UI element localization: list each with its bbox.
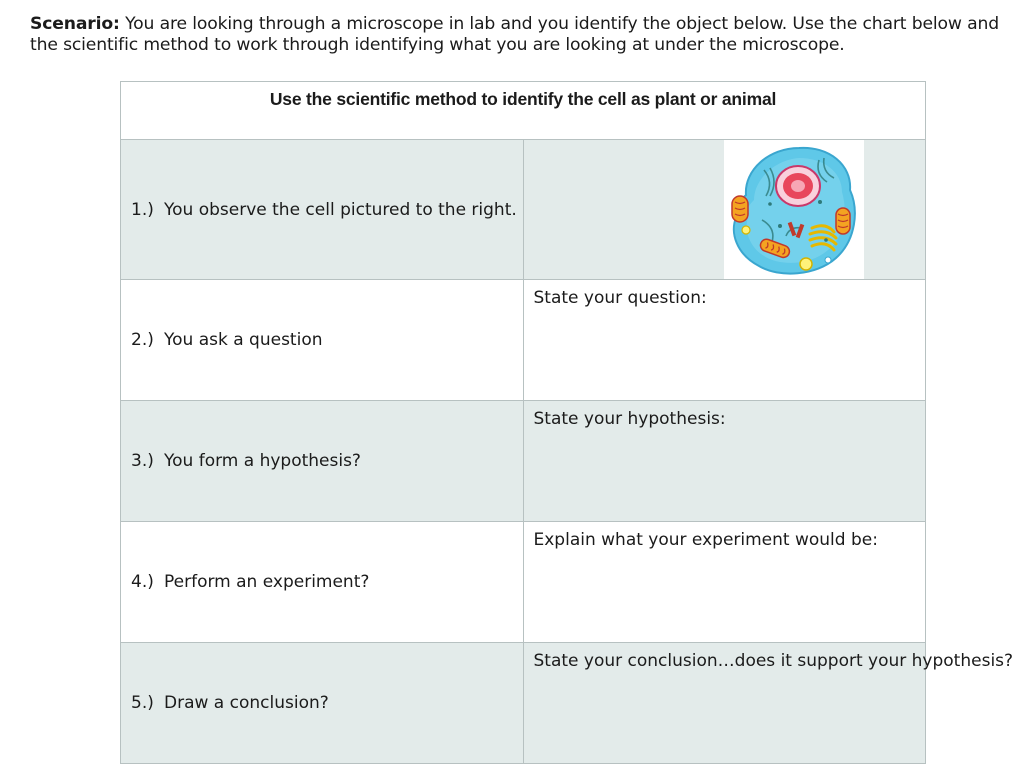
answer-prompt: State your question: — [533, 288, 707, 308]
scientific-method-table — [120, 81, 1014, 764]
table-row — [121, 140, 926, 280]
scenario-paragraph — [30, 14, 1025, 56]
answer-prompt: Explain what your experiment would be: — [533, 530, 878, 550]
answer-cell[interactable] — [523, 140, 926, 280]
table-row — [121, 401, 926, 522]
step-cell — [121, 140, 524, 280]
table-row — [121, 643, 926, 764]
table-header: Use the scientific method to identify the cell as plant or animal — [121, 82, 926, 140]
step-text: You observe the cell pictured to the right. — [164, 199, 517, 220]
step-text: You form a hypothesis? — [164, 451, 361, 471]
scenario-text: You are looking through a microscope in lab and you identify the object below. Use the chart below and the scientific method to work through identifying what you are looking at under the microscope. — [30, 14, 999, 55]
animal-cell-icon — [724, 140, 864, 279]
answer-prompt: State your conclusion…does it support your hypothesis? — [533, 651, 1014, 671]
table-row — [121, 280, 926, 401]
scenario-label: Scenario: — [30, 14, 120, 34]
answer-cell[interactable] — [523, 401, 926, 522]
step-cell — [121, 643, 524, 764]
step-number: 2.) — [131, 330, 154, 350]
table-row — [121, 522, 926, 643]
step-number: 4.) — [131, 572, 154, 592]
step-text: Perform an experiment? — [164, 572, 370, 592]
animal-cell-illustration — [724, 140, 864, 279]
step-text: You ask a question — [164, 330, 323, 350]
step-text: Draw a conclusion? — [164, 693, 329, 713]
step-number: 1.) — [131, 199, 154, 220]
step-number: 3.) — [131, 451, 154, 471]
step-number: 5.) — [131, 693, 154, 713]
answer-cell[interactable] — [523, 643, 1014, 764]
answer-prompt: State your hypothesis: — [533, 409, 726, 429]
answer-cell[interactable] — [523, 522, 926, 643]
step-cell — [121, 280, 524, 401]
step-cell — [121, 522, 524, 643]
step-cell — [121, 401, 524, 522]
answer-cell[interactable] — [523, 280, 926, 401]
